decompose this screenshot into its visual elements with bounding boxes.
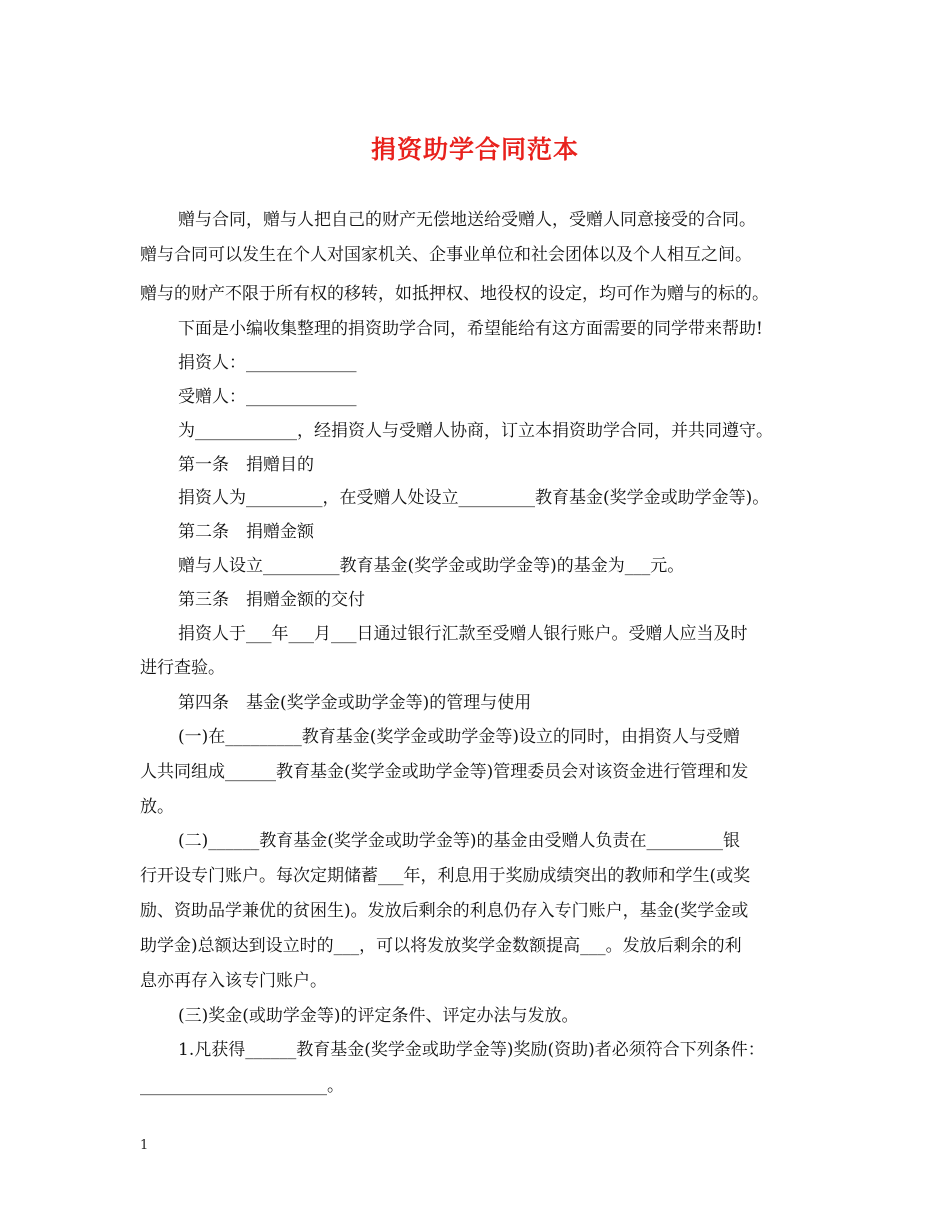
document-title: 捐资助学合同范本	[370, 135, 579, 164]
paragraph-line: 捐资人为_________，在受赠人处设立_________教育基金(奖学金或助学金等)。	[178, 488, 770, 508]
article-heading: 第三条 捐赠金额的交付	[178, 590, 365, 610]
paragraph-line: 放。	[140, 797, 174, 817]
paragraph-line: 捐资人于___年___月___日通过银行汇款至受赠人银行账户。受赠人应当及时	[178, 624, 748, 644]
paragraph-line: 助学金)总额达到设立时的___，可以将发放奖学金数额提高___。发放后剩余的利	[140, 936, 742, 956]
paragraph-line: 赠与合同可以发生在个人对国家机关、企事业单位和社会团体以及个人相互之间。	[140, 245, 752, 265]
paragraph-line: (一)在_________教育基金(奖学金或助学金等)设立的同时，由捐资人与受赠	[178, 727, 741, 747]
paragraph-line: 息亦再存入该专门账户。	[140, 971, 327, 991]
paragraph-line: 赠与的财产不限于所有权的移转，如抵押权、地役权的设定，均可作为赠与的标的。	[140, 284, 769, 304]
page-number: 1	[140, 1138, 149, 1153]
paragraph-line: 进行查验。	[140, 658, 225, 678]
paragraph-line: 人共同组成______教育基金(奖学金或助学金等)管理委员会对该资金进行管理和发	[140, 762, 749, 782]
article-heading: 第二条 捐赠金额	[178, 522, 314, 542]
paragraph-line: 赠与人设立_________教育基金(奖学金或助学金等)的基金为___元。	[178, 556, 685, 576]
paragraph-line: (二)______教育基金(奖学金或助学金等)的基金由受赠人负责在_________银	[178, 831, 741, 851]
paragraph-line: 下面是小编收集整理的捐资助学合同，希望能给有这方面需要的同学带来帮助!	[178, 319, 763, 339]
paragraph-line: 为____________，经捐资人与受赠人协商，订立本捐资助学合同，并共同遵守。	[178, 421, 773, 441]
paragraph-line: 1.凡获得______教育基金(奖学金或助学金等)奖励(资助)者必须符合下列条件：	[178, 1040, 765, 1060]
paragraph-line: ______________________。	[140, 1076, 344, 1096]
recipient-field: 受赠人：_____________	[178, 387, 357, 407]
article-heading: 第四条 基金(奖学金或助学金等)的管理与使用	[178, 693, 532, 713]
donor-field: 捐资人：_____________	[178, 353, 357, 373]
article-heading: 第一条 捐赠目的	[178, 455, 314, 475]
paragraph-line: 赠与合同，赠与人把自己的财产无偿地送给受赠人，受赠人同意接受的合同。	[178, 210, 756, 230]
paragraph-line: 行开设专门账户。每次定期储蓄___年，利息用于奖励成绩突出的教师和学生(或奖	[140, 866, 751, 886]
paragraph-line: (三)奖金(或助学金等)的评定条件、评定办法与发放。	[178, 1006, 579, 1026]
paragraph-line: 励、资助品学兼优的贫困生)。发放后剩余的利息仍存入专门账户，基金(奖学金或	[140, 901, 749, 921]
